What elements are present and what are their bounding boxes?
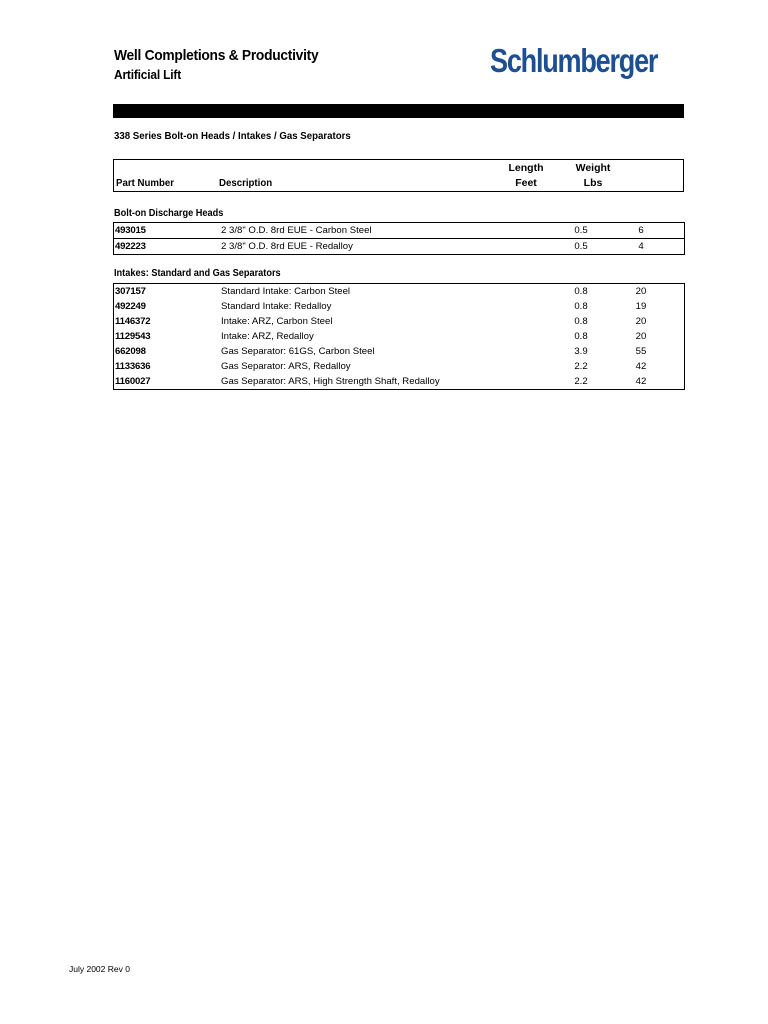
description: Intake: ARZ, Redalloy (221, 331, 314, 342)
length: 0.5 (491, 223, 611, 239)
col-length-top: Length (508, 162, 544, 174)
row-filler (671, 329, 685, 344)
column-header-box (113, 159, 684, 192)
description: Standard Intake: Redalloy (221, 301, 332, 312)
col-length-bottom: Feet (515, 177, 537, 189)
length: 0.8 (574, 286, 588, 297)
table-row (114, 359, 685, 374)
description: Gas Separator: ARS, Redalloy (221, 361, 351, 372)
document-header-subtitle: Artificial Lift (114, 67, 182, 82)
length: 2.2 (574, 376, 588, 387)
weight: 42 (635, 376, 647, 387)
table-row (114, 344, 685, 359)
weight: 6 (611, 223, 671, 239)
weight: 4 (638, 241, 644, 252)
table-row (114, 223, 685, 239)
table-row (114, 284, 685, 300)
description: Gas Separator: ARS, High Strength Shaft, Redalloy (221, 376, 440, 387)
part-number: 1160027 (115, 376, 151, 387)
row-filler (671, 314, 685, 329)
table-row (114, 239, 685, 255)
length: 0.8 (574, 301, 588, 312)
part-number: 493015 (114, 223, 222, 239)
table-row (114, 314, 685, 329)
row-filler (671, 359, 685, 374)
col-weight-top: Weight (575, 162, 611, 174)
part-number: 492223 (115, 241, 146, 252)
schlumberger-logo: Schlumberger (490, 42, 658, 79)
footer-revision: July 2002 Rev 0 (69, 964, 130, 974)
row-filler (671, 284, 685, 300)
length: 0.8 (574, 316, 588, 327)
weight: 42 (635, 361, 647, 372)
weight: 20 (635, 331, 647, 342)
table-row (114, 374, 685, 390)
part-number: 492249 (115, 301, 146, 312)
col-part-number: Part Number (116, 177, 174, 189)
document-header-title: Well Completions & Productivity (114, 47, 319, 64)
weight: 55 (635, 346, 647, 357)
length: 0.5 (574, 241, 588, 252)
length: 3.9 (574, 346, 588, 357)
part-number: 662098 (115, 346, 146, 357)
table-row (114, 329, 685, 344)
description: Standard Intake: Carbon Steel (221, 286, 351, 297)
series-title: 338 Series Bolt-on Heads / Intakes / Gas Separators (114, 130, 351, 142)
length: 2.2 (574, 361, 588, 372)
weight: 19 (635, 301, 647, 312)
description: 2 3/8" O.D. 8rd EUE - Redalloy (221, 241, 353, 252)
part-number: 1146372 (115, 316, 151, 327)
part-number: 307157 (115, 286, 146, 297)
description: Intake: ARZ, Carbon Steel (221, 316, 333, 327)
row-filler (671, 223, 685, 239)
table-row (114, 299, 685, 314)
part-number: 1129543 (115, 331, 151, 342)
row-filler (671, 374, 685, 390)
description: 2 3/8" O.D. 8rd EUE - Carbon Steel (221, 223, 491, 239)
row-filler (671, 239, 685, 255)
col-description: Description (219, 177, 273, 189)
col-weight-bottom: Lbs (583, 177, 603, 189)
row-filler (671, 299, 685, 314)
weight: 20 (635, 286, 647, 297)
part-number: 1133636 (115, 361, 151, 372)
length: 0.8 (574, 331, 588, 342)
discharge-heads-table (113, 222, 685, 255)
description: Gas Separator: 61GS, Carbon Steel (221, 346, 375, 357)
intakes-table (113, 283, 685, 390)
section-title-discharge-heads: Bolt-on Discharge Heads (114, 208, 224, 219)
row-filler (671, 344, 685, 359)
section-title-intakes: Intakes: Standard and Gas Separators (114, 268, 281, 279)
header-black-bar (113, 104, 684, 118)
weight: 20 (635, 316, 647, 327)
